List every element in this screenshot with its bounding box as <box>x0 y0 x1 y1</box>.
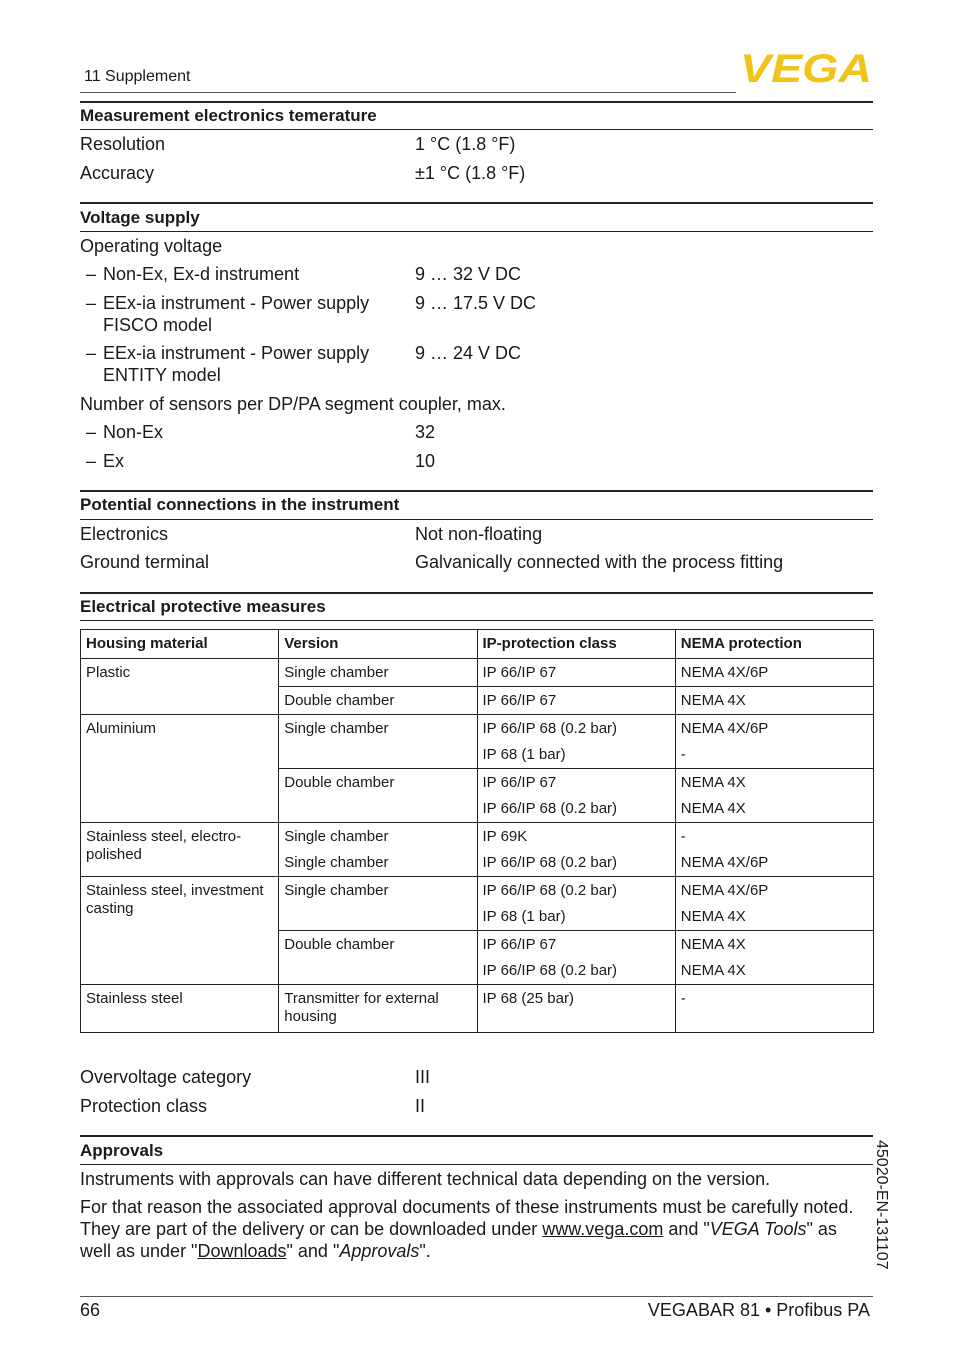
table-row <box>81 715 874 769</box>
list-dash: – <box>86 451 97 471</box>
accuracy-value: ±1 °C (1.8 °F) <box>415 163 526 183</box>
vega-logo-text: VEGA <box>740 50 872 84</box>
section-title: 11 Supplement <box>84 68 191 85</box>
footer-divider <box>80 1296 873 1297</box>
list-dash: – <box>86 264 97 284</box>
ip-value: IP 66/IP 68 (0.2 bar) <box>482 854 618 871</box>
section-heading-electrical: Electrical protective measures <box>80 597 326 616</box>
protection-class-value: II <box>415 1096 426 1116</box>
ip-cell <box>477 823 675 877</box>
version-cell: Double chamber <box>279 931 477 985</box>
operating-voltage-label: Operating voltage <box>80 236 223 256</box>
housing-cell: Stainless steel <box>81 985 279 1033</box>
table-row <box>81 659 874 687</box>
nema-cell <box>675 823 873 877</box>
paragraph-text: " as well as under " <box>80 1219 837 1261</box>
vega-tools-term: VEGA Tools <box>709 1219 807 1239</box>
version-value: Single chamber <box>284 828 389 845</box>
section-bottom-rule <box>80 1164 873 1165</box>
ip-value: IP 66/IP 68 (0.2 bar) <box>482 962 618 979</box>
product-name: VEGABAR 81 • Profibus PA <box>647 1300 870 1320</box>
ip-cell <box>477 877 675 931</box>
section-heading-temperature: Measurement electronics temerature <box>80 106 377 125</box>
ip-cell <box>477 931 675 985</box>
paragraph-text: For that reason the associated approval documents of these instruments must be carefully noted. They are part of the delivery or can be downloaded under <box>80 1197 854 1239</box>
version-cell: Single chamber <box>279 715 477 769</box>
nema-value: NEMA 4X <box>680 908 746 925</box>
overvoltage-label: Overvoltage category <box>80 1067 252 1087</box>
nema-cell <box>675 769 873 823</box>
list-dash: – <box>86 293 97 313</box>
ip-value: IP 68 (1 bar) <box>482 746 566 763</box>
sensors-ex-value: 10 <box>415 451 436 471</box>
nonex-instrument-value: 9 … 32 V DC <box>415 264 522 284</box>
version-cell: Transmitter for external housing <box>279 985 477 1033</box>
version-cell: Single chamber <box>279 877 477 931</box>
page-number: 66 <box>80 1300 101 1320</box>
resolution-value: 1 °C (1.8 °F) <box>415 134 516 154</box>
nema-value: NEMA 4X <box>680 962 746 979</box>
version-cell: Double chamber <box>279 769 477 823</box>
ip-cell <box>477 769 675 823</box>
nema-value: NEMA 4X <box>680 800 746 817</box>
col-header-ip: IP-protection class <box>477 630 675 659</box>
downloads-link[interactable]: Downloads <box>197 1241 287 1261</box>
ip-cell: IP 68 (25 bar) <box>477 985 675 1033</box>
nema-value: NEMA 4X/6P <box>680 720 769 737</box>
ip-cell <box>477 715 675 769</box>
ip-value: IP 66/IP 68 (0.2 bar) <box>482 882 618 899</box>
section-top-rule <box>80 202 873 204</box>
overvoltage-value: III <box>415 1067 431 1087</box>
section-heading-voltage: Voltage supply <box>80 208 200 227</box>
document-code: 45020-EN-131107 <box>873 1140 890 1270</box>
sensors-nonex-value: 32 <box>415 422 436 442</box>
ip-value: IP 66/IP 68 (0.2 bar) <box>482 720 618 737</box>
version-cell: Double chamber <box>279 687 477 715</box>
protection-table <box>80 629 874 1033</box>
nema-value: NEMA 4X <box>680 774 746 791</box>
entity-label: EEx-ia instrument - Power supply ENTITY model <box>103 343 370 385</box>
vega-website-link[interactable]: www.vega.com <box>542 1219 664 1239</box>
accuracy-label: Accuracy <box>80 163 155 183</box>
ip-value: IP 68 (1 bar) <box>482 908 566 925</box>
section-top-rule <box>80 1135 873 1137</box>
entity-value: 9 … 24 V DC <box>415 343 522 363</box>
ip-value: IP 66/IP 67 <box>482 936 557 953</box>
paragraph-text: and " <box>663 1219 710 1239</box>
nema-cell <box>675 715 873 769</box>
paragraph-text: ". <box>419 1241 431 1261</box>
nema-cell <box>675 877 873 931</box>
nema-value: NEMA 4X/6P <box>680 854 769 871</box>
col-header-version: Version <box>279 630 477 659</box>
fisco-label: EEx-ia instrument - Power supply FISCO model <box>103 293 370 335</box>
col-header-nema: NEMA protection <box>675 630 873 659</box>
housing-cell: Stainless steel, investment casting <box>81 877 279 985</box>
section-bottom-rule <box>80 620 873 621</box>
list-dash: – <box>86 343 97 363</box>
version-cell <box>279 823 477 877</box>
table-header-row <box>81 630 874 659</box>
section-heading-potential: Potential connections in the instrument <box>80 495 400 514</box>
section-top-rule <box>80 592 873 594</box>
ip-cell: IP 66/IP 67 <box>477 687 675 715</box>
housing-cell: Aluminium <box>81 715 279 823</box>
nema-value: - <box>680 828 686 845</box>
list-dash: – <box>86 422 97 442</box>
ground-terminal-label: Ground terminal <box>80 552 210 572</box>
ip-cell: IP 66/IP 67 <box>477 659 675 687</box>
ground-terminal-value: Galvanically connected with the process fitting <box>415 552 784 572</box>
ip-value: IP 66/IP 67 <box>482 774 557 791</box>
section-top-rule <box>80 490 873 492</box>
section-top-rule <box>80 101 873 103</box>
section-heading-approvals: Approvals <box>80 1141 164 1160</box>
nema-cell <box>675 931 873 985</box>
resolution-label: Resolution <box>80 134 166 154</box>
ip-value: IP 69K <box>482 828 528 845</box>
section-bottom-rule <box>80 519 873 520</box>
table-row <box>81 823 874 877</box>
nema-value: NEMA 4X <box>680 936 746 953</box>
version-value: Single chamber <box>284 854 389 871</box>
section-bottom-rule <box>80 231 873 232</box>
nema-value: - <box>680 746 686 763</box>
nema-cell: - <box>675 985 873 1033</box>
approvals-paragraph-2 <box>80 1196 870 1262</box>
approvals-term: Approvals <box>339 1241 420 1261</box>
housing-cell: Stainless steel, electro-polished <box>81 823 279 877</box>
sensors-ex-label: Ex <box>103 451 125 471</box>
table-row <box>81 877 874 931</box>
electronics-value: Not non-floating <box>415 524 543 544</box>
header-divider <box>80 92 736 93</box>
section-bottom-rule <box>80 129 873 130</box>
nema-cell: NEMA 4X <box>675 687 873 715</box>
approvals-paragraph-1: Instruments with approvals can have different technical data depending on the version. <box>80 1169 771 1189</box>
fisco-value: 9 … 17.5 V DC <box>415 293 537 313</box>
nema-value: NEMA 4X/6P <box>680 882 769 899</box>
sensors-nonex-label: Non-Ex <box>103 422 164 442</box>
electronics-label: Electronics <box>80 524 169 544</box>
ip-value: IP 66/IP 68 (0.2 bar) <box>482 800 618 817</box>
table-row <box>81 985 874 1033</box>
sensors-count-label: Number of sensors per DP/PA segment coupler, max. <box>80 394 506 414</box>
housing-cell: Plastic <box>81 659 279 715</box>
nonex-instrument-label: Non-Ex, Ex-d instrument <box>103 264 300 284</box>
nema-cell: NEMA 4X/6P <box>675 659 873 687</box>
protection-class-label: Protection class <box>80 1096 208 1116</box>
col-header-housing: Housing material <box>81 630 279 659</box>
vega-logo <box>740 50 872 84</box>
version-cell: Single chamber <box>279 659 477 687</box>
paragraph-text: " and " <box>286 1241 340 1261</box>
